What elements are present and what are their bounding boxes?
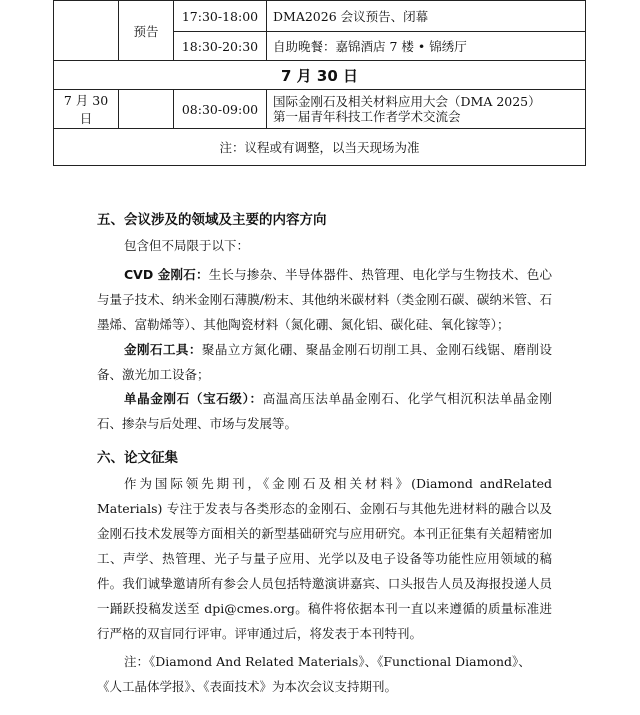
day-label: 7 月 30 日 (54, 61, 586, 90)
single-crystal-text: 高温高压法单晶金刚石、化学气相沉积法单晶金刚石、掺杂与后处理、市场与发展等。 (97, 391, 552, 431)
schedule-note: 注：议程或有调整，以当天现场为准 (54, 129, 586, 166)
section5-heading: 五、会议涉及的领域及主要的内容方向 (97, 212, 327, 228)
schedule-row (54, 90, 586, 129)
schedule-table (53, 0, 586, 166)
note-line-2: 《人工晶体学报》、《表面技术》为本次会议支持期刊。 (97, 679, 398, 694)
schedule-day-row (54, 61, 586, 90)
schedule-note-row (54, 129, 586, 166)
cvd-label: CVD 金刚石： (124, 267, 209, 282)
schedule-event-cell: 自助晚餐：嘉锦酒店 7 楼 • 锦绣厅 (267, 32, 586, 61)
section5-intro (97, 233, 552, 258)
schedule-group-cell: 预告 (119, 1, 174, 61)
cvd-text: 生长与掺杂、半导体器件、热管理、电化学与生物技术、色心与量子技术、纳米金刚石薄膜/粉末、其他纳米碳材料（类金刚石碳、碳纳米管、石墨烯、富勒烯等）、其他陶瓷材料（氮化硼、氮化铝、碳化硅、氧化镓等）； (97, 267, 552, 332)
single-crystal-label: 单晶金刚石（宝石级）： (124, 391, 263, 406)
schedule-event-cell: DMA2026 会议预告、闭幕 (267, 1, 586, 32)
tools-label: 金刚石工具： (124, 342, 202, 357)
schedule-time-cell: 08:30-09:00 (174, 90, 267, 129)
schedule-row (54, 1, 586, 32)
intro-text: 包含但不局限于以下： (124, 238, 250, 253)
schedule-group-cell (119, 90, 174, 129)
tools-paragraph (97, 337, 552, 387)
section6-heading: 六、论文征集 (97, 450, 178, 466)
schedule-time-cell: 18:30-20:30 (174, 32, 267, 61)
cvd-paragraph (97, 262, 552, 337)
supporting-journals-note (97, 649, 552, 699)
schedule-event-cell (267, 90, 586, 129)
schedule-time-cell: 17:30-18:00 (174, 1, 267, 32)
schedule-date-cell: 7 月 30 日 (54, 90, 119, 129)
event-subtitle-line: 第一届青年科技工作者学术交流会 (273, 109, 461, 124)
note-line-1: 注：《Diamond And Related Materials》、《Functional Diamond》、 (124, 654, 531, 669)
schedule-date-cell (54, 1, 119, 61)
tools-text: 聚晶立方氮化硼、聚晶金刚石切削工具、金刚石线锯、磨削设备、激光加工设备； (97, 342, 552, 382)
event-title-line: 国际金刚石及相关材料应用大会（DMA 2025） (273, 94, 541, 109)
call-for-papers-body: 作为国际领先期刊，《金刚石及相关材料》(Diamond andRelated Materials) 专注于发表与各类形态的金刚石、金刚石与其他先进材料的融合以及金刚石技术发展等方面相关的新型基础研究与应用研究。本刊正征集有关超精密加工、声学、热管理、光子与量子应用、光学以及电子设备等功能性应用领域的稿件。我们诚挚邀请所有参会人员包括特邀演讲嘉宾、口头报告人员及海报投递人员一踊跃投稿发送至 dpi@cmes.org。稿件将依据本刊一直以来遵循的质量标准进行严格的双盲同行评审。评审通过后，将发表于本刊特刊。 (97, 476, 552, 641)
single-crystal-paragraph (97, 386, 552, 436)
